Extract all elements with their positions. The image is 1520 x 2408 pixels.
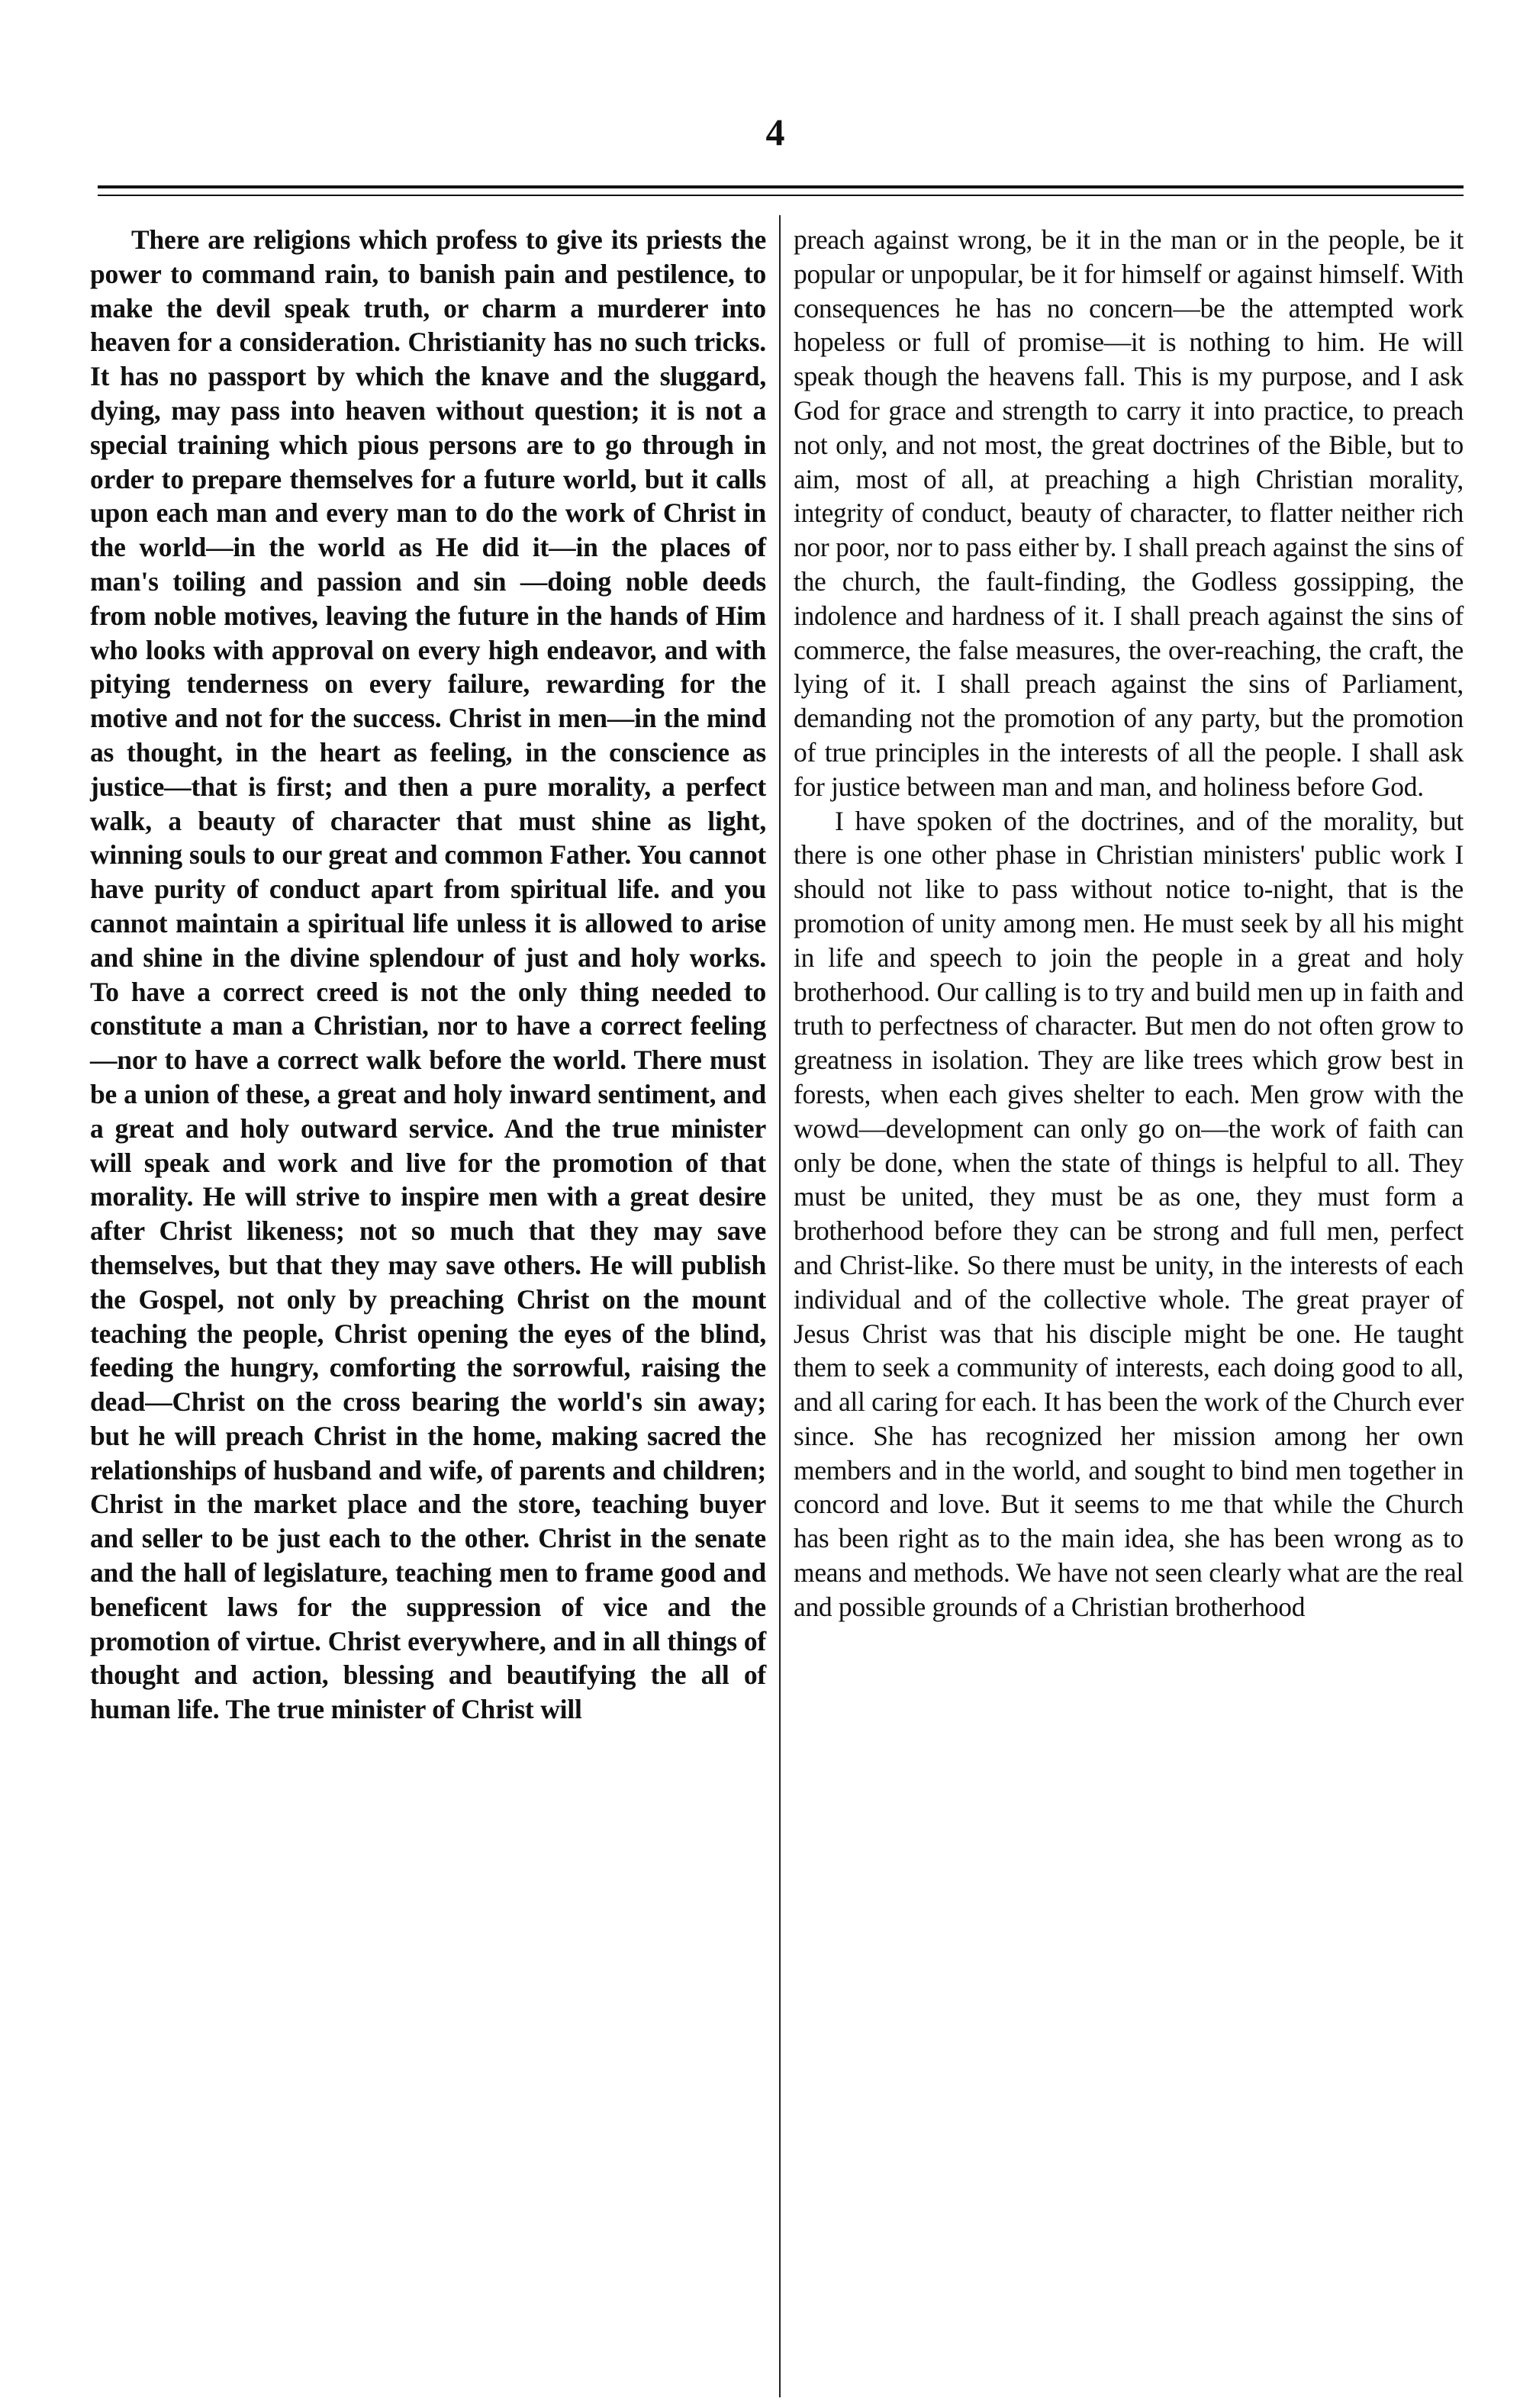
right-paragraph-2: I have spoken of the doctrines, and of the morality, but there is one other phase in Christian ministers' public work I should not like to pass without notice to-night, that is the promotion of unity among men. He must seek by all his might in life and speech to join the people in a great and holy brotherhood. Our calling is to try and build men up in faith and truth to perfectness of character. But men do not often grow to greatness in isolation. They are like trees which grow best in forests, when each gives shelter to each. Men grow with the wowd—development can only go on—the work of faith can only be done, when the state of things is helpful to all. They must be united, they must be as one, they must form a brotherhood before they can be strong and full men, perfect and Christ-like. So there must be unity, in the interests of each individual and of the collective whole. The great prayer of Jesus Christ was that his disciple might be one. He taught them to seek a community of interests, each doing good to all, and all caring for each. It has been the work of the Church ever since. She has recognized her mission among her own members and in the world, and sought to bind men together in concord and love. But it seems to me that while the Church has been right as to the main idea, she has been wrong as to means and methods. We have not seen clearly what are the real and possible grounds of a Christian brotherhood [794,805,1464,1622]
left-paragraph-1: There are religions which profess to give its priests the power to command rain, to banish pain and pestilence, to make the devil speak truth, or charm a murderer into heaven for a consideration. Christianity has no such tricks. It has no passport by which the knave and the sluggard, dying, may pass into heaven without question; it is not a special training which pious persons are to go through in order to prepare themselves for a future world, but it calls upon each man and every man to do the work of Christ in the world—in the world as He did it—in the places of man's toiling and passion and sin —doing noble deeds from noble motives, leaving the future in the hands of Him who looks with approval on every high endeavor, and with pitying tenderness on every failure, rewarding for the motive and not for the success. Christ in men—in the mind as thought, in the heart as feeling, in the conscience as justice—that is first; and then a pure morality, a perfect walk, a beauty of character that must shine as light, winning souls to our great and common Father. You cannot have purity of conduct apart from spiritual life. and you cannot maintain a spiritual life unless it is allowed to arise and shine in the divine splendour of just and holy works. To have a correct creed is not the only thing needed to constitute a man a Christian, nor to have a correct feeling—nor to have a correct walk before the world. There must be a union of these, a great and holy inward sentiment, and a great and holy outward service. And the true minister will speak and work and live for the promotion of that morality. He will strive to inspire men with a great desire after Christ likeness; not so much that they may save themselves, but that they may save others. He will publish the Gospel, not only by preaching Christ on the mount teaching the people, Christ opening the eyes of the blind, feeding the hungry, comforting the sorrowful, raising the dead—Christ on the cross bearing the world's sin away; but he will preach Christ in the home, making sacred the relationships of husband and wife, of parents and children; Christ in the market place and the store, teaching buyer and seller to be just each to the other. Christ in the senate and the hall of legislature, teaching men to frame good and beneficent laws for the suppression of vice and the promotion of virtue. Christ everywhere, and in all things of thought and action, blessing and beautifying the all of human life. The true minister of Christ will [90,224,766,1725]
page-number: 4 [765,111,785,153]
right-column [794,223,1464,1624]
header-rule-thick [98,185,1464,188]
column-divider [779,215,781,2397]
left-column [90,223,766,1727]
header-rule-thin [98,195,1464,196]
right-paragraph-1: preach against wrong, be it in the man or in the people, be it popular or unpopular, be it for himself or against himself. With consequences he has no concern—be the attempted work hopeless or full of promise—it is nothing to him. He will speak though the heavens fall. This is my purpose, and I ask God for grace and strength to carry it into practice, to preach not only, and not most, the great doctrines of the Bible, but to aim, most of all, at preaching a high Christian morality, integrity of conduct, beauty of character, to flatter neither rich nor poor, nor to pass either by. I shall preach against the sins of the church, the fault-finding, the Godless gossipping, the indolence and hardness of it. I shall preach against the sins of commerce, the false measures, the over-reaching, the craft, the lying of it. I shall preach against the sins of Parliament, demanding not the promotion of any party, but the promotion of true principles in the interests of all the people. I shall ask for justice between man and man, and holiness before God. [794,224,1464,802]
